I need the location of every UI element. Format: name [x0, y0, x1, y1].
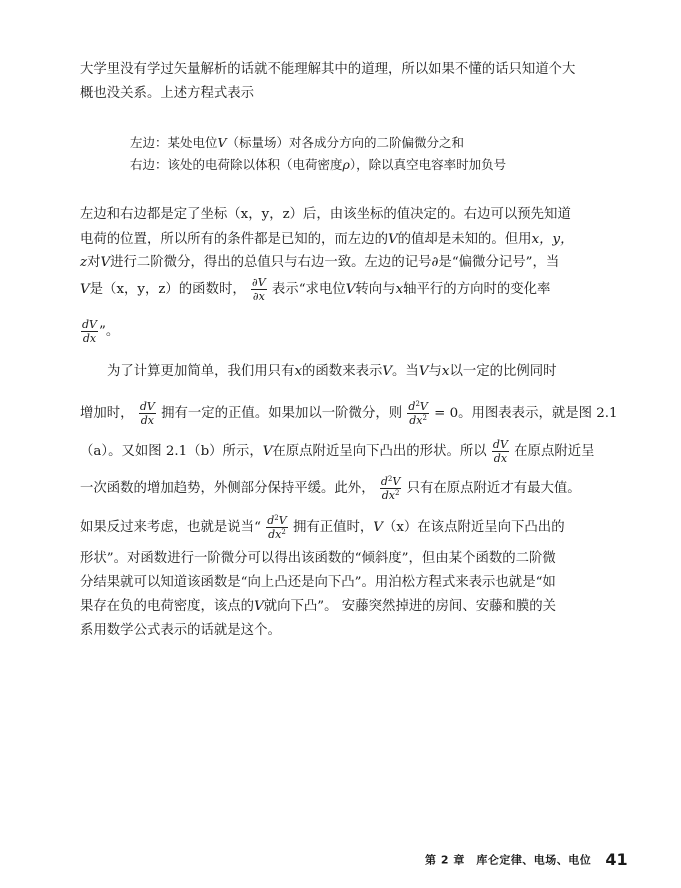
paragraph2-line5: $\frac{dV}{dx}$ ”。: [82, 318, 120, 345]
definition-right: 右边：该处的电荷除以体积（电荷密度ρ），除以真空电容率时加负号: [130, 157, 507, 172]
paragraph3-line2: 增加时， $\frac{dV}{dx}$ 拥有一定的正值。如果加以一阶微分，则 $\frac{d^2V}{dx^2}$ = 0。用图表表示，就是图 2.1: [80, 400, 618, 427]
paragraph3-line1: 为了计算更加简单，我们用只有x的函数来表示V。当V与x以一定的比例同时: [107, 364, 557, 379]
derivative-fraction: $\frac{dV}{dx}$: [139, 400, 155, 427]
derivative-fraction: $\frac{dV}{dx}$: [82, 318, 97, 345]
paragraph3-line9: 系用数学公式表示的话就是这个。: [80, 623, 281, 638]
paragraph3-line3: （a）。又如图 2.1（b）所示，V在原点附近呈向下凸出的形状。所以 $\frac{dV}{dx}$ 在原点附近呈: [80, 438, 595, 465]
second-derivative-fraction: $\frac{d^2V}{dx^2}$: [408, 400, 428, 427]
derivative-fraction: $\frac{dV}{dx}$: [492, 438, 508, 465]
paragraph2-line4: V是（x，y，z）的函数时， $\frac{\partial V}{\partial x}$ 表示“求电位V转向与x轴平行的方向时的变化率: [80, 276, 551, 303]
chapter-title: 第 2 章 库仑定律、电场、电位: [425, 853, 592, 867]
paragraph3-line7: 分结果就可以知道该函数是“向上凸还是向下凸”。用泊松方程式来表示也就是“如: [80, 575, 556, 590]
partial-derivative-fraction: $\frac{\partial V}{\partial x}$: [252, 276, 266, 303]
paragraph3-line5: 如果反过来考虑，也就是说当“ $\frac{d^2V}{dx^2}$ 拥有正值时，V（x）在该点附近呈向下凸出的: [80, 514, 565, 541]
paragraph3-line8: 果存在负的电荷密度，该点的V就向下凸”。 安藤突然掉进的房间、安藤和膜的关: [80, 599, 557, 614]
definition-left: 左边：某处电位V（标量场）对各成分方向的二阶偏微分之和: [130, 135, 465, 150]
paragraph2-line3: z对V进行二阶微分，得出的总值只与右边一致。左边的记号∂是“偏微分记号”，当: [80, 255, 560, 270]
paragraph3-line6: 形状”。对函数进行一阶微分可以得出该函数的“倾斜度”，但由某个函数的二阶微: [80, 551, 556, 566]
second-derivative-fraction: $\frac{d^2V}{dx^2}$: [380, 475, 401, 502]
paragraph3-line4: 一次函数的增加趋势，外侧部分保持平缓。此外， $\frac{d^2V}{dx^2}$ 只有在原点附近才有最大值。: [80, 475, 581, 502]
page-number: 41: [605, 850, 628, 869]
paragraph1-line1: 大学里没有学过矢量解析的话就不能理解其中的道理，所以如果不懂的话只知道个大: [80, 62, 576, 77]
second-derivative-fraction: $\frac{d^2V}{dx^2}$: [267, 514, 287, 541]
paragraph2-line1: 左边和右边都是定了坐标（x，y，z）后，由该坐标的值决定的。右边可以预先知道: [80, 207, 571, 222]
paragraph2-line2: 电荷的位置，所以所有的条件都是已知的，而左边的V的值却是未知的。但用x，y，: [80, 232, 574, 247]
page-footer: [425, 849, 628, 869]
paragraph1-line2: 概也没关系。上述方程式表示: [80, 86, 255, 101]
